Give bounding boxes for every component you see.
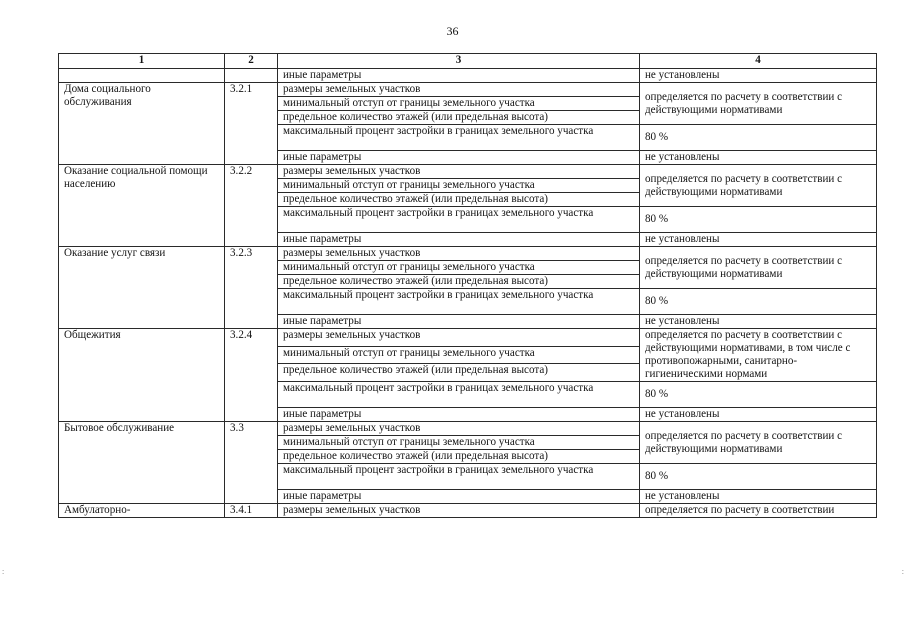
page-number: 36 [446, 24, 459, 38]
parameter-cell: минимальный отступ от границы земельного участка [278, 179, 640, 193]
use-type-cell: Бытовое обслуживание [59, 422, 225, 504]
parameter-cell: иные параметры [278, 151, 640, 165]
table-row [59, 165, 877, 179]
parameter-cell: минимальный отступ от границы земельного участка [278, 97, 640, 111]
parameter-cell: иные параметры [278, 233, 640, 247]
value-cell: не установлены [640, 151, 877, 165]
parameter-cell: предельное количество этажей (или предельная высота) [278, 193, 640, 207]
parameter-cell: предельное количество этажей (или предельная высота) [278, 275, 640, 289]
use-type-cell: Оказание услуг связи [59, 247, 225, 329]
table-row [59, 329, 877, 347]
parameter-cell: размеры земельных участков [278, 247, 640, 261]
use-code-cell [225, 69, 278, 83]
parameter-cell: иные параметры [278, 69, 640, 83]
parameter-cell: минимальный отступ от границы земельного участка [278, 346, 640, 364]
use-type-cell: Амбулаторно- [59, 504, 225, 518]
column-number: 4 [640, 54, 877, 69]
value-cell: определяется по расчету в соответствии с действующими нормативами [640, 165, 877, 207]
parameter-cell: минимальный отступ от границы земельного участка [278, 436, 640, 450]
use-code-cell: 3.2.4 [225, 329, 278, 422]
parameter-cell: размеры земельных участков [278, 165, 640, 179]
use-type-cell: Общежития [59, 329, 225, 422]
column-number: 2 [225, 54, 278, 69]
parameter-cell: максимальный процент застройки в границах земельного участка [278, 382, 640, 408]
use-code-cell: 3.4.1 [225, 504, 278, 518]
value-cell: определяется по расчету в соответствии с действующими нормативами, в том числе с противопожарными, санитарно-гигиеническими нормами [640, 329, 877, 382]
value-cell: 80 % [640, 207, 877, 233]
use-type-cell: Оказание социальной помощи населению [59, 165, 225, 247]
parameter-cell: предельное количество этажей (или предельная высота) [278, 111, 640, 125]
value-cell: определяется по расчету в соответствии с действующими нормативами [640, 422, 877, 464]
table-row [59, 83, 877, 97]
column-number-row [59, 54, 877, 69]
parameter-cell: максимальный процент застройки в границах земельного участка [278, 464, 640, 490]
value-cell: 80 % [640, 382, 877, 408]
parameter-cell: иные параметры [278, 315, 640, 329]
parameter-cell: иные параметры [278, 408, 640, 422]
parameter-cell: максимальный процент застройки в границах земельного участка [278, 289, 640, 315]
use-type-cell: Дома социального обслуживания [59, 83, 225, 165]
scan-edge-mark: : [2, 567, 4, 576]
value-cell: не установлены [640, 69, 877, 83]
use-code-cell: 3.2.1 [225, 83, 278, 165]
table-row [59, 504, 877, 518]
parameter-cell: иные параметры [278, 490, 640, 504]
parameter-cell: размеры земельных участков [278, 504, 640, 518]
parameter-cell: максимальный процент застройки в границах земельного участка [278, 125, 640, 151]
parameter-cell: размеры земельных участков [278, 83, 640, 97]
value-cell: определяется по расчету в соответствии с действующими нормативами [640, 247, 877, 289]
value-cell: определяется по расчету в соответствии [640, 504, 877, 518]
table-row [59, 422, 877, 436]
parameter-cell: размеры земельных участков [278, 329, 640, 347]
value-cell: 80 % [640, 464, 877, 490]
parameter-cell: размеры земельных участков [278, 422, 640, 436]
value-cell: 80 % [640, 125, 877, 151]
use-code-cell: 3.2.2 [225, 165, 278, 247]
parameter-cell: предельное количество этажей (или предельная высота) [278, 364, 640, 382]
parameter-cell: максимальный процент застройки в границах земельного участка [278, 207, 640, 233]
use-type-cell [59, 69, 225, 83]
value-cell: не установлены [640, 408, 877, 422]
value-cell: не установлены [640, 490, 877, 504]
parameter-cell: минимальный отступ от границы земельного участка [278, 261, 640, 275]
parameter-cell: предельное количество этажей (или предельная высота) [278, 450, 640, 464]
value-cell: определяется по расчету в соответствии с действующими нормативами [640, 83, 877, 125]
value-cell: не установлены [640, 233, 877, 247]
scan-edge-mark: : [901, 567, 903, 576]
use-code-cell: 3.3 [225, 422, 278, 504]
value-cell: 80 % [640, 289, 877, 315]
value-cell: не установлены [640, 315, 877, 329]
column-number: 3 [278, 54, 640, 69]
regulations-table [58, 53, 877, 518]
use-code-cell: 3.2.3 [225, 247, 278, 329]
table-row [59, 247, 877, 261]
table-row [59, 69, 877, 83]
column-number: 1 [59, 54, 225, 69]
